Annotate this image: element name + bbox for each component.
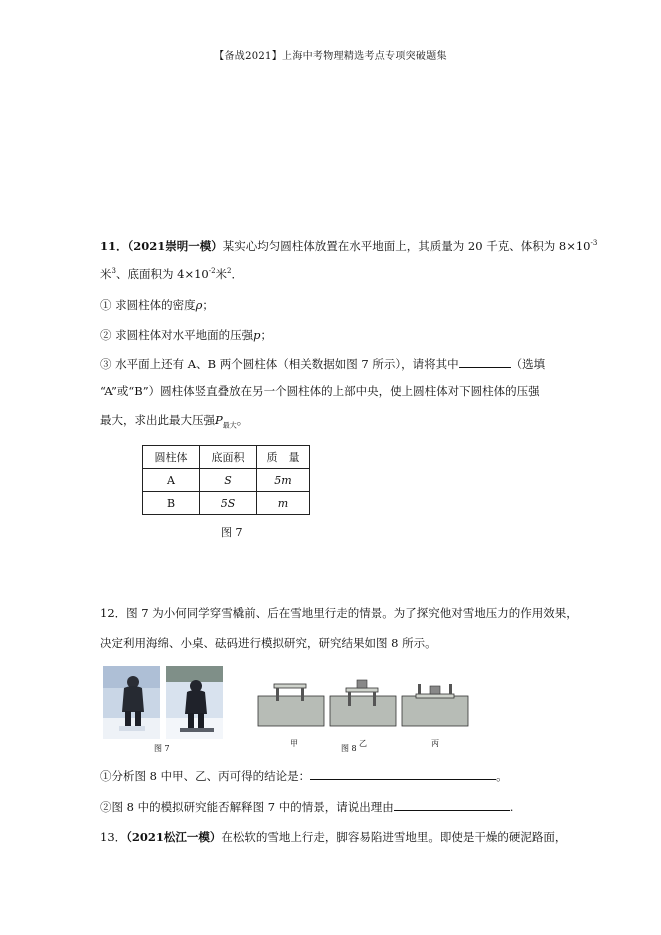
q11-item1-text: ① 求圆柱体的密度 [100, 298, 196, 312]
q11-item2-end: ； [260, 328, 273, 342]
q11-item2-text: ② 求圆柱体对水平地面的压强 [100, 328, 254, 342]
q13-line1 [100, 829, 566, 845]
q11-item1-symbol: ρ [195, 298, 203, 312]
q12-text1: 图 7 为小何同学穿雪橇前、后在雪地里行走的情景。为了探究他对雪地压力的作用效果， [126, 606, 578, 620]
table-cell: B [143, 492, 200, 515]
table-cell: 5S [200, 492, 257, 515]
figure8-drawing [256, 676, 474, 728]
q11-line1 [100, 238, 597, 254]
table-row [143, 492, 310, 515]
q12-number: 12． [100, 606, 127, 620]
table-header-cell: 质 量 [257, 446, 310, 469]
diagram-yi [330, 680, 396, 726]
q12-item1-end: 。 [496, 769, 508, 783]
q11-item3-line2: “A”或“B”）圆柱体竖直叠放在另一个圆柱体的上部中央，使上圆柱体对下圆柱体的压强 [100, 384, 540, 398]
table-header-cell: 底面积 [200, 446, 257, 469]
q11-item3-text: ③ 水平面上还有 A、B 两个圆柱体（相关数据如图 7 所示），请将其中 [100, 357, 459, 371]
photo-walking-without-skis [103, 666, 160, 739]
q11-exp1: -3 [590, 239, 598, 248]
q13-text1: 在松软的雪地上行走，脚容易陷进雪地里。即使是干燥的硬泥路面， [221, 830, 567, 844]
q12-item1-text: ①分析图 8 中甲、乙、丙可得的结论是： [100, 769, 311, 783]
q11-unit2: 米 [215, 267, 228, 281]
q11-item3-line1 [100, 355, 545, 372]
q11-item1 [100, 297, 214, 313]
q12-line2: 决定利用海绵、小桌、砝码进行模拟研究，研究结果如图 8 所示。 [100, 636, 437, 650]
q12-item1-blank[interactable] [310, 767, 496, 780]
figure8-label-bing: 丙 [431, 739, 439, 748]
table-header-cell: 圆柱体 [143, 446, 200, 469]
diagram-bing [402, 684, 468, 726]
q12-line1 [100, 605, 578, 621]
table-cell: A [143, 469, 200, 492]
table-row [143, 469, 310, 492]
page-header: 【备战2021】上海中考物理精选考点专项突破题集 [214, 51, 447, 62]
q11-exp3: -2 [208, 267, 216, 276]
q11-line2 [100, 266, 243, 282]
q11-period: ． [231, 267, 244, 281]
q11-item3-end: 。 [236, 413, 249, 427]
q11-item2-symbol: p [253, 328, 261, 342]
figure8-diagrams [256, 676, 474, 728]
table-cell: m [257, 492, 310, 515]
table-header-row [143, 446, 310, 469]
q11-area-text: 、底面积为 4×10 [115, 267, 209, 281]
q12-item2-text: ②图 8 中的模拟研究能否解释图 7 中的情景，请说出理由 [100, 800, 394, 814]
diagram-jia [258, 684, 324, 726]
q11-item3-text3: 最大，求出此最大压强 [100, 413, 215, 427]
q12-item1 [100, 767, 508, 784]
table-cell: S [200, 469, 257, 492]
q12-item2 [100, 798, 513, 815]
photo-without-skis-image [103, 666, 160, 739]
q11-item2 [100, 327, 272, 343]
figure8-label-yi: 乙 [359, 739, 367, 748]
table-cell: 5m [257, 469, 310, 492]
photo-walking-with-skis [166, 666, 223, 739]
photo-with-skis-image [166, 666, 223, 739]
q12-item2-blank[interactable] [394, 798, 510, 811]
q11-item3-line3 [100, 412, 248, 428]
q11-number: 11． [100, 239, 128, 253]
q11-unit1: 米 [100, 267, 112, 281]
q11-exp4: 2 [227, 267, 232, 276]
figure7-caption: 图 7 [154, 744, 170, 753]
q13-number: 13． [100, 830, 127, 844]
q12-item2-end: . [509, 800, 514, 814]
q11-item3-choose: （选填 [510, 357, 546, 371]
figure8-caption: 图 8 [341, 744, 357, 753]
q11-data-table [142, 445, 310, 515]
q11-exp2: 3 [111, 267, 116, 276]
figure8-label-jia: 甲 [290, 739, 298, 748]
q11-answer-blank[interactable] [459, 355, 511, 368]
q11-source: （2021崇明一模） [127, 239, 223, 253]
q11-text1: 某实心均匀圆柱体放置在水平地面上，其质量为 20 千克、体积为 8×10 [222, 239, 591, 253]
q11-item3-subscript: 最大 [222, 421, 237, 430]
q13-source: （2021松江一模） [126, 830, 222, 844]
q11-item3-symbol: P [215, 413, 223, 427]
table-caption: 图 7 [221, 526, 243, 539]
q11-item1-end: ； [202, 298, 214, 312]
